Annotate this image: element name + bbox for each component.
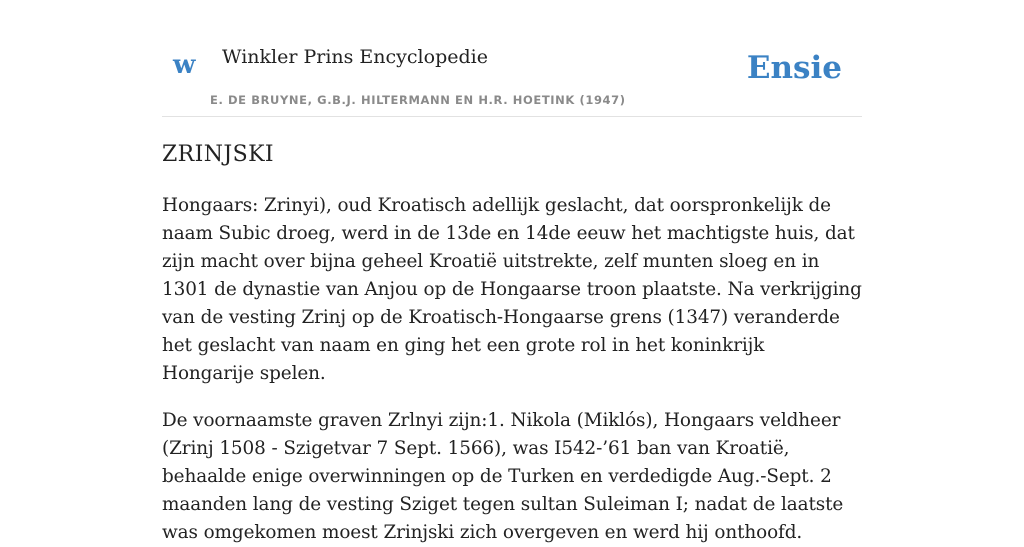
book-authors: E. DE BRUYNE, G.B.J. HILTERMANN EN H.R. HOETINK (1947)	[210, 93, 626, 107]
article-title: ZRINJSKI	[162, 142, 275, 167]
book-title[interactable]: Winkler Prins Encyclopedie	[222, 46, 488, 68]
book-logo-icon[interactable]: w	[173, 50, 196, 80]
site-header	[162, 40, 862, 117]
article-paragraph-1: Hongaars: Zrinyi), oud Kroatisch adellijk geslacht, dat oorspronkelijk de naam Subic droeg, werd in de 13de en 14de eeuw het machtigste huis, dat zijn macht over bijna geheel Kroatië uitstrekte, zelf munten sloeg en in 1301 de dynastie van Anjou op de Hongaarse troon plaatste. Na verkrijging van de vesting Zrinj op de Kroatisch-Hongaarse grens (1347) veranderde het geslacht van naam en ging het een grote rol in het koninkrijk Hongarije spelen.	[162, 195, 862, 384]
ensie-logo[interactable]: Ensie	[746, 50, 842, 86]
article-paragraph-2: De voornaamste graven Zrlnyi zijn:1. Nikola (Miklós), Hongaars veldheer (Zrinj 1508 - Szigetvar 7 Sept. 1566), was I542-’61 ban van Kroatië, behaalde enige overwinningen op de Turken en verdedigde Aug.-Sept. 2 maanden lang de vesting Sziget tegen sultan Suleiman I; nadat de laatste was omgekomen moest Zrinjski zich overgeven en werd hij onthoofd.	[162, 410, 844, 543]
article	[162, 138, 862, 547]
